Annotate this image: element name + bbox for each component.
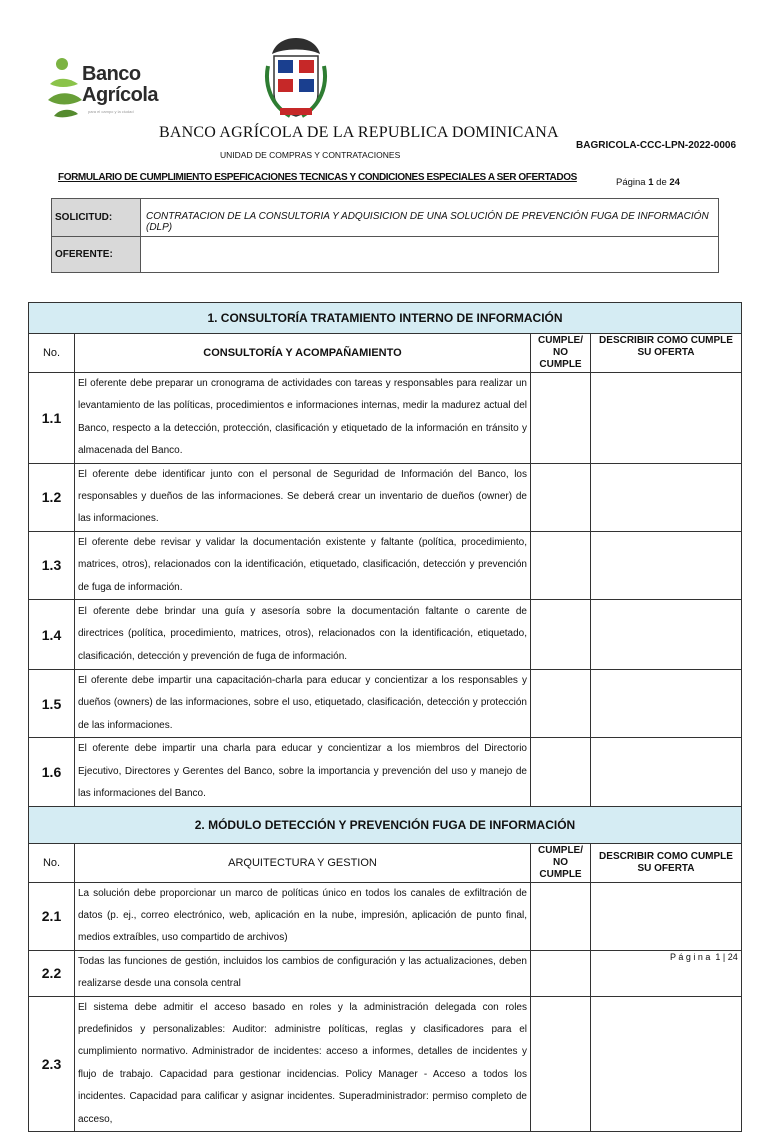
table-row (29, 373, 742, 464)
row-number: 1.1 (29, 373, 75, 464)
table-row (29, 600, 742, 670)
cumple-cell[interactable] (531, 463, 591, 531)
page-of: de (656, 177, 667, 188)
request-info-table (51, 198, 719, 273)
section2-col-no: No. (29, 843, 75, 882)
cumple-cell[interactable] (531, 996, 591, 1131)
table-row (29, 882, 742, 950)
section1-col-describe: DESCRIBIR COMO CUMPLE SU OFERTA (591, 334, 742, 373)
row-description: El oferente debe impartir una capacitación-charla para educar y concientizar a los responsables y dueños (owners) de las informaciones, sobre el uso, etiquetado, clasificación, detección y protección de las informaciones. (75, 670, 531, 738)
cumple-cell[interactable] (531, 950, 591, 996)
row-number: 1.2 (29, 463, 75, 531)
page-footer: P á g i n a 1 | 24 (670, 952, 738, 962)
page-number: 1 (648, 177, 654, 188)
reference-code: BAGRICOLA-CCC-LPN-2022-0006 (576, 140, 737, 151)
describe-cell[interactable] (591, 463, 742, 531)
row-number: 2.1 (29, 882, 75, 950)
leaf-icon (48, 54, 84, 120)
coat-of-arms-icon (264, 36, 328, 120)
row-description: El oferente debe brindar una guía y asesoría sobre la documentación faltante o carente de directrices (política, procedimiento, matrices, otros), relacionados con la identificación, etiquetado, clasificación, detección y prevención de fuga de información. (75, 600, 531, 670)
cumple-cell[interactable] (531, 670, 591, 738)
describe-cell[interactable] (591, 738, 742, 806)
table-row (29, 738, 742, 806)
oferente-label: OFERENTE: (52, 237, 141, 273)
solicitud-value: CONTRATACION DE LA CONSULTORIA Y ADQUISICION DE UNA SOLUCIÓN DE PREVENCIÓN FUGA DE INFORMACIÓN (DLP) (141, 199, 719, 237)
cumple-cell[interactable] (531, 373, 591, 464)
row-description: La solución debe proporcionar un marco de políticas único en todos los canales de exfiltración de datos (p. ej., correo electrónico, web, aplicación en la nube, impresión, aplicación de punto final, medios extraíbles, uso compartido de archivos) (75, 882, 531, 950)
page-indicator (616, 177, 680, 188)
describe-cell[interactable] (591, 600, 742, 670)
table-row (29, 531, 742, 599)
row-number: 1.5 (29, 670, 75, 738)
row-number: 2.3 (29, 996, 75, 1131)
cumple-cell[interactable] (531, 738, 591, 806)
coat-of-arms (264, 36, 328, 120)
unit-name: UNIDAD DE COMPRAS Y CONTRATACIONES (220, 150, 401, 160)
oferente-value[interactable] (141, 237, 719, 273)
logo-line1: Banco (82, 63, 141, 85)
row-description: El oferente debe identificar junto con el personal de Seguridad de Información del Banco, los responsables y dueños de las informaciones. Se deberá crear un inventario de dueños (owner) de las informaciones. (75, 463, 531, 531)
table-row (29, 670, 742, 738)
compliance-table (28, 302, 742, 1132)
section2-col-describe: DESCRIBIR COMO CUMPLE SU OFERTA (591, 843, 742, 882)
section1-col-cumple: CUMPLE/ NO CUMPLE (531, 334, 591, 373)
row-number: 1.6 (29, 738, 75, 806)
cumple-cell[interactable] (531, 600, 591, 670)
table-row (29, 463, 742, 531)
bank-logo (48, 54, 159, 124)
row-description: El oferente debe revisar y validar la documentación existente y faltante (política, procedimiento, matrices, otros), relacionados con la identificación, etiquetado, clasificación, detección y prevención de fuga de información. (75, 531, 531, 599)
section1-col-desc: CONSULTORÍA Y ACOMPAÑAMIENTO (75, 334, 531, 373)
describe-cell[interactable] (591, 531, 742, 599)
table-row (29, 950, 742, 996)
logo-tagline: para el campo y la ciudad (88, 109, 134, 114)
section1-col-no: No. (29, 334, 75, 373)
cumple-cell[interactable] (531, 531, 591, 599)
form-title: FORMULARIO DE CUMPLIMIENTO ESPEFICACIONES TECNICAS Y CONDICIONES ESPECIALES A SER OFERTADOS (58, 172, 577, 183)
row-description: El oferente debe impartir una charla para educar y concientizar a los miembros del Directorio Ejecutivo, Directores y Gerentes del Banco, sobre la importancia y prevención del uso y manejo de las informaciones del Banco. (75, 738, 531, 806)
row-description: El oferente debe preparar un cronograma de actividades con tareas y responsables para realizar un levantamiento de las políticas, procedimientos e informaciones internas, medir la madurez actual del Banco, respecto a la detección, protección, clasificación y etiquetado de la información en tránsito y almacenada del Banco. (75, 373, 531, 464)
section2-title: 2. MÓDULO DETECCIÓN Y PREVENCIÓN FUGA DE INFORMACIÓN (29, 806, 742, 843)
solicitud-label: SOLICITUD: (52, 199, 141, 237)
page-label: Página (616, 177, 646, 188)
section2-col-desc: ARQUITECTURA Y GESTION (75, 843, 531, 882)
describe-cell[interactable] (591, 670, 742, 738)
describe-cell[interactable] (591, 882, 742, 950)
row-description: El sistema debe admitir el acceso basado en roles y la administración delegada con roles predefinidos y personalizables: Auditor: administre políticas, reglas y clasificadores para el cumplimiento normativo. Administrador de incidentes: acceso a informes, detalles de incidentes y flujo de trabajo. Capacidad para gestionar incidencias. Policy Manager - Acceso a todos los incidentes. Capacidad para calificar y asignar incidentes. Superadministrador: permiso completo de acceso, (75, 996, 531, 1131)
row-number: 1.4 (29, 600, 75, 670)
logo-line2: Agrícola (82, 84, 159, 106)
cumple-cell[interactable] (531, 882, 591, 950)
section2-col-cumple: CUMPLE/ NO CUMPLE (531, 843, 591, 882)
describe-cell[interactable] (591, 373, 742, 464)
section1-title: 1. CONSULTORÍA TRATAMIENTO INTERNO DE INFORMACIÓN (29, 303, 742, 334)
row-number: 2.2 (29, 950, 75, 996)
row-description: Todas las funciones de gestión, incluidos los cambios de configuración y las actualizaciones, deben realizarse desde una consola central (75, 950, 531, 996)
bank-name: BANCO AGRÍCOLA DE LA REPUBLICA DOMINICANA (159, 124, 559, 141)
row-number: 1.3 (29, 531, 75, 599)
table-row (29, 996, 742, 1131)
page-total: 24 (669, 177, 680, 188)
describe-cell[interactable] (591, 996, 742, 1131)
